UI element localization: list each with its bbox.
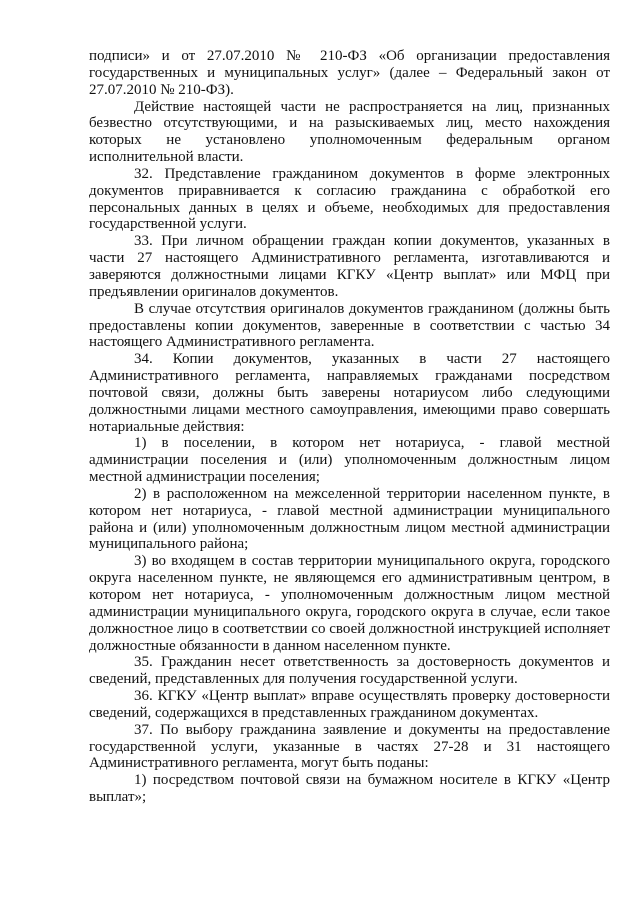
- paragraph-34: 34. Копии документов, указанных в части 27 настоящего Административного регламента, направляемых гражданами посредством почтовой связи, должны быть заверены нотариусом либо следующими должностными лицами местного самоуправления, имеющими право совершать нотариальные действия:: [89, 351, 610, 435]
- paragraph-exception: Действие настоящей части не распространяется на лиц, признанных безвестно отсутствующими, и на разыскиваемых лиц, место нахождения которых не установлено уполномоченным федеральным органом исполнительной власти.: [89, 98, 610, 166]
- paragraph-37: 37. По выбору гражданина заявление и документы на предоставление государственной услуги, указанные в частях 27-28 и 31 настоящего Административного регламента, могут быть поданы:: [89, 721, 610, 772]
- paragraph-33-note: В случае отсутствия оригиналов документов гражданином (должны быть предоставлены копии документов, заверенные в соответствии с частью 34 настоящего Административного регламента.: [89, 300, 610, 351]
- paragraph-34-item-3: 3) во входящем в состав территории муниципального округа, городского округа населенном пункте, не являющемся его административным центром, в котором нет нотариуса, - уполномоченным должностным лицом местной администрации муниципального округа, городского округа в случае, если такое должностное лицо в соответствии со своей должностной инструкцией исполняет должностные обязанности в данном населенном пункте.: [89, 553, 610, 654]
- paragraph-continuation: подписи» и от 27.07.2010 № 210-ФЗ «Об организации предоставления государственных и муниципальных услуг» (далее – Федеральный закон от 27.07.2010 № 210-ФЗ).: [89, 48, 610, 98]
- paragraph-37-item-1: 1) посредством почтовой связи на бумажном носителе в КГКУ «Центр выплат»;: [89, 772, 610, 806]
- document-page: [89, 48, 610, 806]
- paragraph-32: 32. Представление гражданином документов в форме электронных документов приравнивается к согласию гражданина с обработкой его персональных данных в целях и объеме, необходимых для предоставления государственной услуги.: [89, 165, 610, 233]
- paragraph-33: 33. При личном обращении граждан копии документов, указанных в части 27 настоящего Административного регламента, изготавливаются и заверяются должностными лицами КГКУ «Центр выплат» или МФЦ при предъявлении оригиналов документов.: [89, 233, 610, 300]
- paragraph-35: 35. Гражданин несет ответственность за достоверность документов и сведений, представленных для получения государственной услуги.: [89, 654, 610, 688]
- paragraph-36: 36. КГКУ «Центр выплат» вправе осуществлять проверку достоверности сведений, содержащихся в представленных гражданином документах.: [89, 688, 610, 721]
- paragraph-34-item-1: 1) в поселении, в котором нет нотариуса, - главой местной администрации поселения и (или) уполномоченным должностным лицом местной администрации поселения;: [89, 435, 610, 486]
- paragraph-34-item-2: 2) в расположенном на межселенной территории населенном пункте, в котором нет нотариуса, - главой местной администрации муниципального района и (или) уполномоченным должностным лицом местной администрации муниципального района;: [89, 485, 610, 553]
